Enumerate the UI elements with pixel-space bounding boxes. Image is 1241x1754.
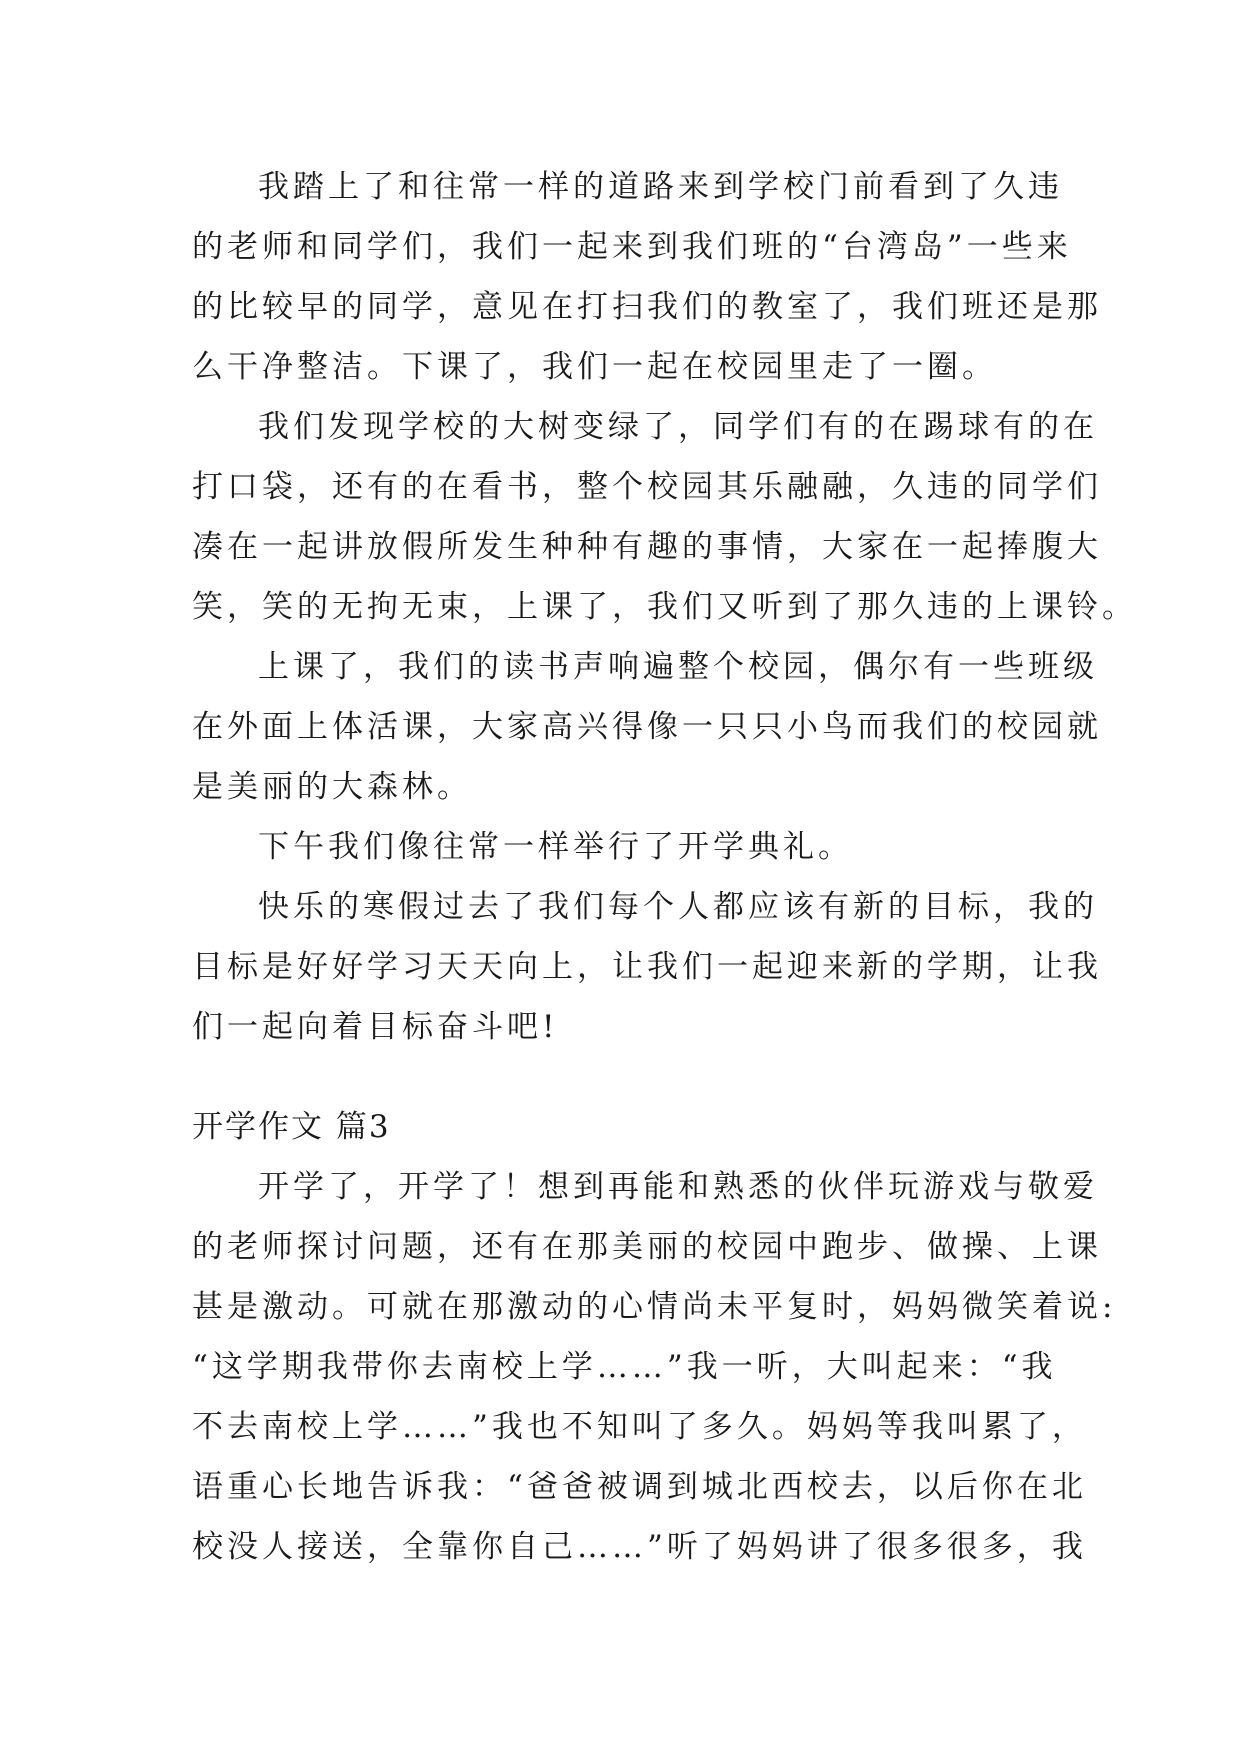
text-line: 凑在一起讲放假所发生种种有趣的事情，大家在一起捧腹大	[192, 529, 1102, 565]
text-line: 我们发现学校的大树变绿了，同学们有的在踢球有的在	[258, 409, 1098, 445]
text-line: 在外面上体活课，大家高兴得像一只只小鸟而我们的校园就	[192, 709, 1102, 745]
text-line: 校没人接送，全靠你自己……”听了妈妈讲了很多很多，我	[192, 1529, 1087, 1565]
text-line: 下午我们像往常一样举行了开学典礼。	[258, 829, 853, 865]
text-line: 们一起向着目标奋斗吧!	[192, 1009, 559, 1045]
text-line: 我踏上了和往常一样的道路来到学校门前看到了久违	[258, 169, 1063, 205]
text-line: 快乐的寒假过去了我们每个人都应该有新的目标，我的	[258, 889, 1098, 925]
section-heading: 开学作文 篇3	[192, 1109, 391, 1145]
text-line: 的老师探讨问题，还有在那美丽的校园中跑步、做操、上课	[192, 1229, 1102, 1265]
text-line: 是美丽的大森林。	[192, 769, 472, 805]
text-line: 的老师和同学们，我们一起来到我们班的“台湾岛”一些来	[192, 229, 1072, 265]
text-line: “这学期我带你去南校上学……”我一听，大叫起来：“我	[192, 1349, 1057, 1385]
text-line: 开学了，开学了！想到再能和熟悉的伙伴玩游戏与敬爱	[258, 1169, 1098, 1205]
text-line: 打口袋，还有的在看书，整个校园其乐融融，久违的同学们	[192, 469, 1102, 505]
text-line: 语重心长地告诉我：“爸爸被调到城北西校去，以后你在北	[192, 1469, 1087, 1505]
text-line: 么干净整洁。下课了，我们一起在校园里走了一圈。	[192, 349, 997, 385]
text-line: 笑，笑的无拘无束，上课了，我们又听到了那久违的上课铃。	[192, 589, 1137, 625]
text-line: 不去南校上学……”我也不知叫了多久。妈妈等我叫累了，	[192, 1409, 1087, 1445]
text-line: 目标是好好学习天天向上，让我们一起迎来新的学期，让我	[192, 949, 1102, 985]
text-line: 上课了，我们的读书声响遍整个校园，偶尔有一些班级	[258, 649, 1098, 685]
text-line: 的比较早的同学，意见在打扫我们的教室了，我们班还是那	[192, 289, 1102, 325]
text-line: 甚是激动。可就在那激动的心情尚未平复时，妈妈微笑着说:	[192, 1289, 1117, 1325]
